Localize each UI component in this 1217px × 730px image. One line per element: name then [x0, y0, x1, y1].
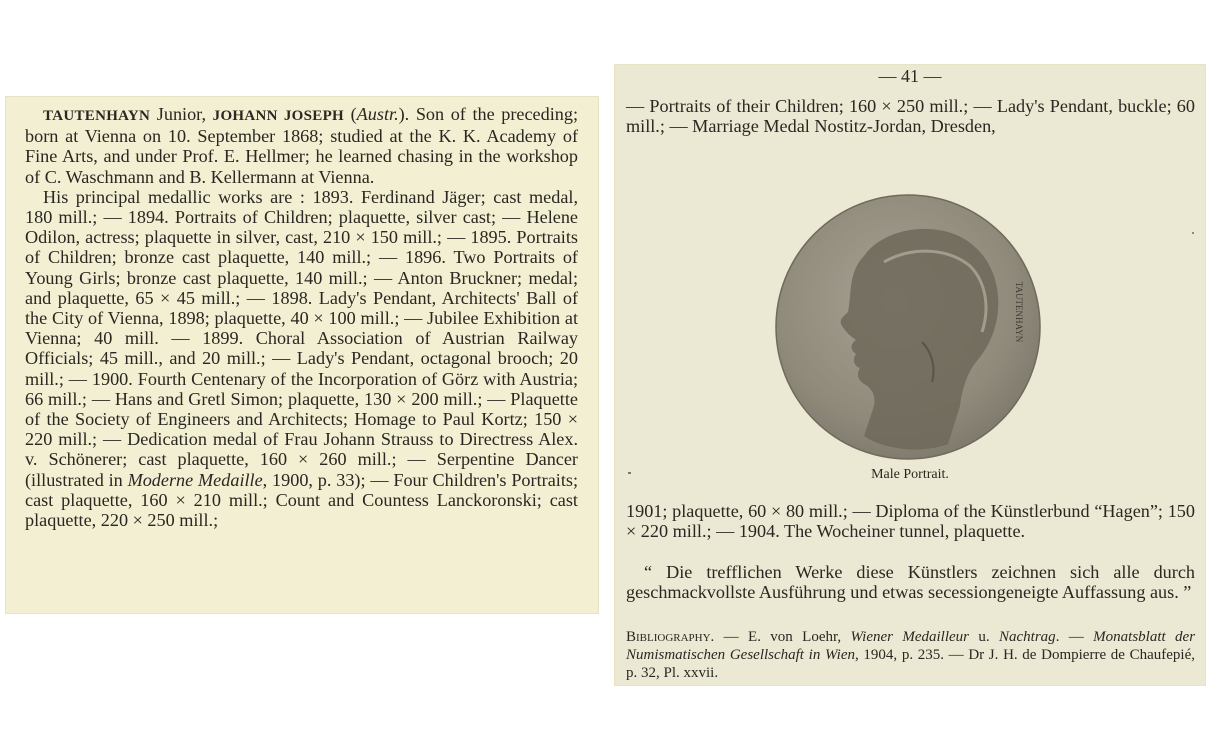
continuation-text-2: 1901; plaquette, 60 × 80 mill.; — Diploma of the Künstlerbund “Hagen”; 150 × 220 mill.; — 1904. The Wocheiner tunnel, plaquette. — [626, 501, 1195, 542]
country-close: ). — [398, 104, 410, 124]
bibliography — [626, 628, 1195, 682]
biblio-text-a: — E. von Loehr, — [714, 629, 851, 645]
german-quote: “ Die trefflichen Werke diese Künstlers zeichnen sich alle durch geschmackvollste Ausführung und etwas secessiongeneigte Auffassung aus. ” — [626, 562, 1195, 603]
paper-speck — [628, 472, 631, 474]
works-text-a: His principal medallic works are : 1893. Ferdinand Jäger; cast medal, 180 mill.; — 1894. Portraits of Children; plaquette, silver cast; — Helene Odilon, actress; plaquette in silver, cast, 210 × 150 mill.; — 1895. Portraits of Children; bronze cast plaquette, 140 mill.; — 1896. Two Portraits of Young Girls; bronze cast plaquette, 140 mill.; — Anton Bruckner; medal; and plaquette, 65 × 45 mill.; — 1898. Lady's Pendant, Architects' Ball of the City of Vienna, 1898; plaquette, 40 × 100 mill.; — Jubilee Exhibition at Vienna; 40 mill. — 1899. Choral Association of Austrian Railway Officials; 45 mill., and 20 mill.; — Lady's Pendant, octagonal brooch; 20 mill.; — 1900. Fourth Centenary of the Incorporation of Görz with Austria; 66 mill.; — Hans and Gretl Simon; plaquette, 130 × 200 mill.; — Plaquette of the Society of Engineers and Architects; Homage to Paul Kortz; 150 × 220 mill.; — Dedication medal of Frau Johann Strauss to Directress Alex. v. Schönerer; cast plaquette, 160 × 260 mill.; — Serpentine Dancer (illustrated in — [25, 186, 578, 490]
biblio-text-d: , 1904, p. 235. — Dr J. H. de Dompierre de Chaufepié, p. 32, Pl. xxvii. — [626, 647, 1195, 681]
illustration-caption: Male Portrait. — [871, 467, 949, 482]
biblio-italic-1: Wiener Medailleur — [850, 629, 970, 645]
medal-illustration — [772, 192, 1044, 462]
works-paragraph — [25, 187, 578, 530]
entry-country: Austr. — [356, 104, 399, 124]
biography-text: Son of the preceding; born at Vienna on 10. September 1868; studied at the K. K. Academy of Fine Arts, and under Prof. E. Hellmer; he learned chasing in the workshop of C. Waschmann and B. Kellermann at Vienna. — [25, 104, 578, 187]
country-open: ( — [344, 104, 357, 124]
works-italic-title: Moderne Medaille — [127, 469, 263, 490]
right-page — [614, 64, 1206, 686]
entry-heading: TAUTENHAYN — [43, 108, 151, 124]
entry-paragraph — [25, 104, 578, 187]
bibliography-label: Bibliography. — [626, 629, 715, 645]
paper-speck — [1192, 232, 1194, 234]
continuation-text: — Portraits of their Children; 160 × 250 mill.; — Lady's Pendant, buckle; 60 mill.; — Marriage Medal Nostitz-Jordan, Dresden, — [626, 96, 1195, 137]
biblio-italic-2: Nachtrag — [999, 629, 1056, 645]
biblio-text-b: u. — [969, 629, 1000, 645]
page-number: — 41 — — [878, 66, 942, 86]
entry-name: JOHANN JOSEPH — [212, 108, 345, 124]
medal-inscription: TAUTENHAYN — [1014, 281, 1024, 343]
biblio-text-c: . — — [1055, 629, 1094, 645]
works-text-b: , 1900, p. 33); — Four Children's Portraits; cast plaquette, 160 × 210 mill.; Count and Countess Lanckoronski; cast plaquette, 220 × 250 mill.; — [25, 469, 578, 531]
biblio-italic-3: Monatsblatt der Numismatischen Gesellschaft in Wien — [626, 629, 1196, 663]
entry-text — [25, 104, 578, 530]
entry-suffix: Junior, — [150, 104, 213, 124]
medal-portrait-image — [772, 192, 1044, 462]
left-page — [5, 96, 599, 614]
